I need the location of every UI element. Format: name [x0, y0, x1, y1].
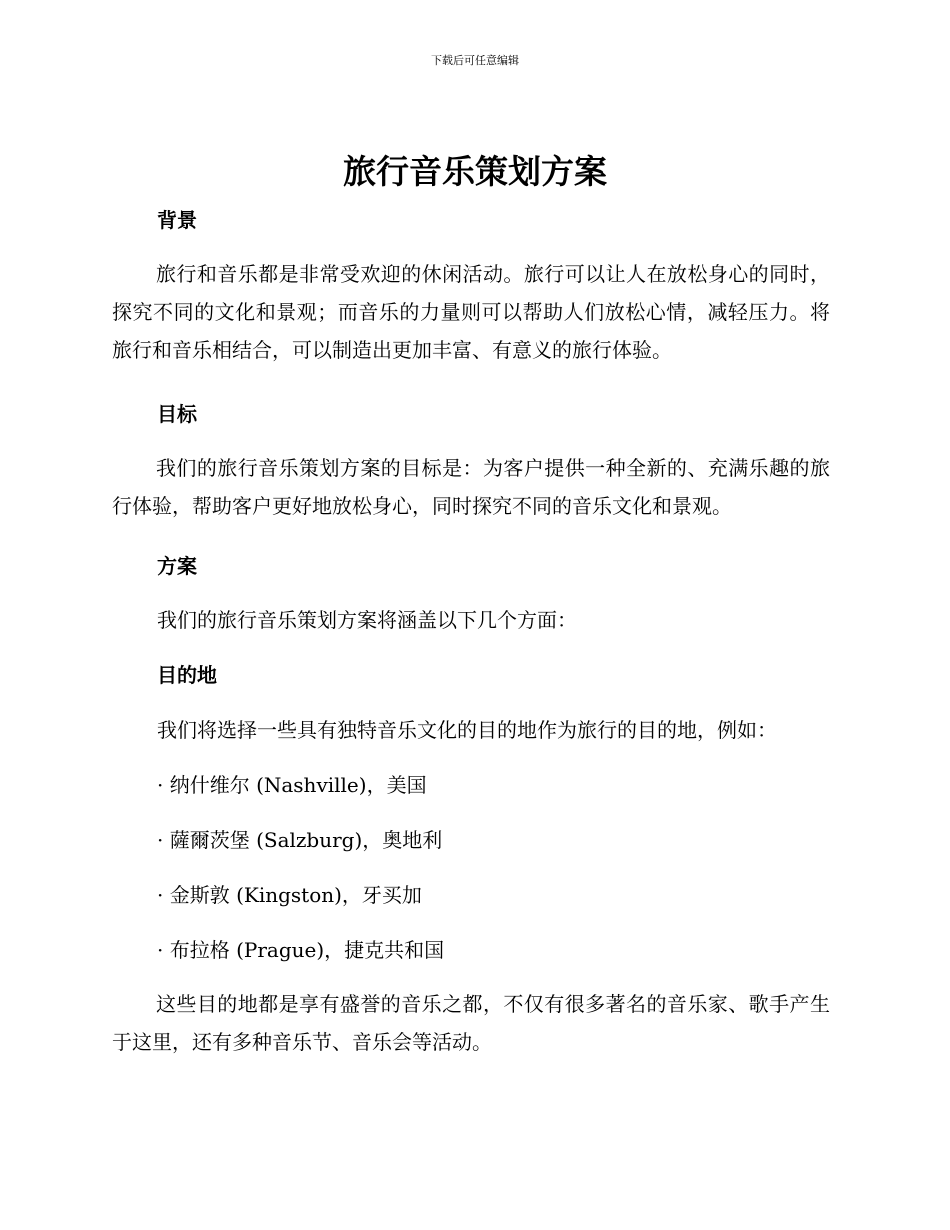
- paragraph-destinations-closing: 这些目的地都是享有盛誉的音乐之都，不仅有很多著名的音乐家、歌手产生于这里，还有多种音乐节、音乐会等活动。: [112, 992, 830, 1054]
- paragraph-destinations-intro: 我们将选择一些具有独特音乐文化的目的地作为旅行的目的地，例如：: [157, 718, 777, 742]
- section-heading-destinations: 目的地: [157, 663, 217, 687]
- section-heading-plan: 方案: [157, 554, 197, 578]
- list-item: · 布拉格 (Prague)，捷克共和国: [157, 938, 445, 962]
- document-title: 旅行音乐策划方案: [343, 152, 607, 191]
- list-item: · 薩爾茨堡 (Salzburg)，奥地利: [157, 828, 443, 852]
- list-item: · 金斯敦 (Kingston)，牙买加: [157, 883, 422, 907]
- paragraph-background: 旅行和音乐都是非常受欢迎的休闲活动。旅行可以让人在放松身心的同时，探究不同的文化和景观；而音乐的力量则可以帮助人们放松心情，减轻压力。将旅行和音乐相结合，可以制造出更加丰富、有意义的旅行体验。: [112, 262, 830, 362]
- paragraph-plan-intro: 我们的旅行音乐策划方案将涵盖以下几个方面：: [157, 608, 577, 632]
- section-heading-goal: 目标: [157, 402, 197, 426]
- header-note: 下载后可任意编辑: [431, 54, 519, 67]
- section-heading-background: 背景: [157, 208, 197, 232]
- paragraph-goal: 我们的旅行音乐策划方案的目标是：为客户提供一种全新的、充满乐趣的旅行体验，帮助客户更好地放松身心，同时探究不同的音乐文化和景观。: [112, 456, 830, 518]
- list-item: · 纳什维尔 (Nashville)，美国: [157, 773, 427, 797]
